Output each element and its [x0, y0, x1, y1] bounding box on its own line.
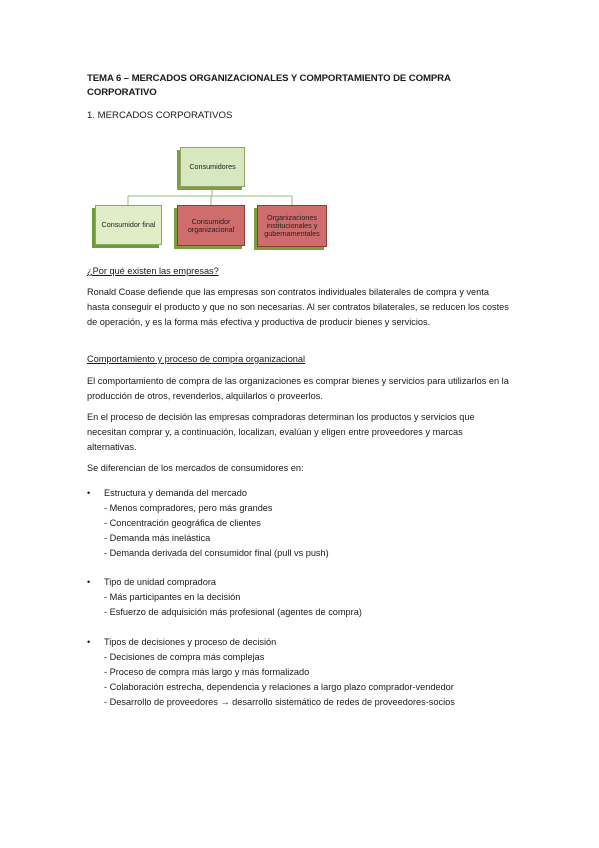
question-heading-1: ¿Por qué existen las empresas?: [87, 266, 219, 276]
bullet-icon: •: [87, 637, 91, 647]
node-consumidores: Consumidores: [180, 147, 245, 187]
sub-item: - Concentración geográfica de clientes: [104, 518, 261, 528]
document-title: TEMA 6 – MERCADOS ORGANIZACIONALES Y COMPORTAMIENTO DE COMPRA CORPORATIVO: [87, 73, 451, 98]
bullet-list-item: [87, 486, 527, 561]
sub-item: - Desarrollo de proveedores → desarrollo sistemático de redes de proveedores-socios: [104, 697, 455, 707]
bullet-icon: •: [87, 488, 91, 498]
sub-item: - Demanda derivada del consumidor final (pull vs push): [104, 548, 329, 558]
sub-item: - Más participantes en la decisión: [104, 592, 241, 602]
bullet-label: Tipo de unidad compradora: [104, 577, 217, 587]
bullet-label: Estructura y demanda del mercado: [104, 488, 247, 498]
bullet-icon: •: [87, 577, 91, 587]
paragraph-decision: En el proceso de decisión las empresas compradoras determinan los productos y servicios que necesitan comprar y, a continuación, localizan, evalúan y eligen entre proveedores y marcas alternativas.: [87, 412, 475, 452]
sub-item: - Esfuerzo de adquisición más profesional (agentes de compra): [104, 607, 362, 617]
question-heading-2: Comportamiento y proceso de compra organizacional: [87, 354, 306, 364]
sub-item: - Colaboración estrecha, dependencia y relaciones a largo plazo comprador-vendedor: [104, 682, 454, 692]
sub-item: - Menos compradores, pero más grandes: [104, 503, 273, 513]
bullet-list-item: [87, 635, 527, 710]
org-chart-diagram: [0, 0, 599, 260]
section-heading: 1. MERCADOS CORPORATIVOS: [87, 110, 233, 121]
bullet-label: Tipos de decisiones y proceso de decisión: [104, 637, 277, 647]
bullet-list-item: [87, 575, 527, 620]
paragraph-behavior: El comportamiento de compra de las organizaciones es comprar bienes y servicios para utilizarlos en la producción de otros, revenderlos, alquilarlos o proveerlos.: [87, 376, 509, 401]
sub-item: - Decisiones de compra más complejas: [104, 652, 265, 662]
node-consumidor-final: Consumidor final: [95, 205, 162, 245]
sub-item: - Proceso de compra más largo y más formalizado: [104, 667, 310, 677]
question-paragraph-1: Ronald Coase defiende que las empresas son contratos individuales bilaterales de compra y venta hasta conseguir el producto y que no son necesarias. Al ser contratos bilaterales, se reducen los costes de operación, y es la forma más efectiva y productiva de producir bienes y servicios.: [87, 287, 509, 327]
node-organizaciones: Organizaciones institucionales y gubernamentales: [257, 205, 327, 247]
paragraph-intro: Se diferencian de los mercados de consumidores en:: [87, 463, 304, 473]
sub-item: - Demanda más inelástica: [104, 533, 211, 543]
node-consumidor-organizacional: Consumidor organizacional: [177, 205, 245, 246]
